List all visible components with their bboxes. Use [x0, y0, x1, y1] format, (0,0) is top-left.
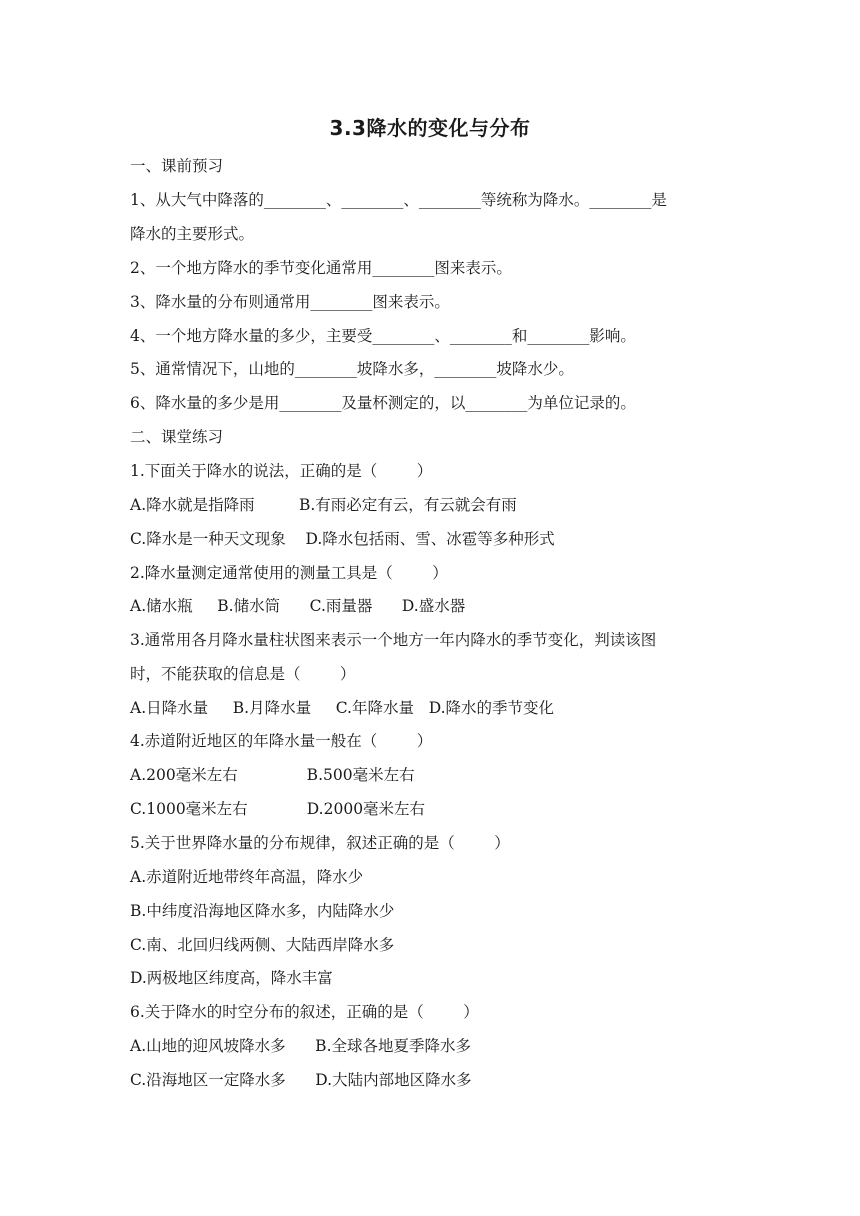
question-5-option-d: D.两极地区纬度高，降水丰富: [130, 969, 333, 987]
question-1-stem: 1.下面关于降水的说法，正确的是（ ）: [130, 462, 433, 480]
question-1-options-row-2: C.降水是一种天文现象 D.降水包括雨、雪、冰雹等多种形式: [130, 530, 555, 548]
question-4-stem: 4.赤道附近地区的年降水量一般在（ ）: [130, 732, 433, 750]
preview-item-4: 4、一个地方降水量的多少，主要受________、________和________影响。: [130, 327, 636, 345]
question-6-stem: 6.关于降水的时空分布的叙述，正确的是（ ）: [130, 1003, 479, 1021]
page-title: 3.3降水的变化与分布: [329, 116, 531, 140]
question-5-stem: 5.关于世界降水量的分布规律，叙述正确的是（ ）: [130, 834, 510, 852]
question-2-stem: 2.降水量测定通常使用的测量工具是（ ）: [130, 564, 448, 582]
question-4-options-row-2: C.1000毫米左右 D.2000毫米左右: [130, 800, 426, 818]
question-6-options-row-2: C.沿海地区一定降水多 D.大陆内部地区降水多: [130, 1071, 472, 1089]
question-4-options-row-1: A.200毫米左右 B.500毫米左右: [130, 766, 415, 784]
preview-item-1-line-2: 降水的主要形式。: [130, 225, 255, 243]
question-5-option-a: A.赤道附近地带终年高温，降水少: [130, 868, 364, 886]
preview-item-1-line-1: 1、从大气中降落的________、________、________等统称为降水。________是: [130, 191, 667, 209]
section-heading-practice: 二、课堂练习: [130, 428, 224, 446]
question-3-options-row-1: A.日降水量 B.月降水量 C.年降水量 D.降水的季节变化: [130, 699, 555, 717]
preview-item-5: 5、通常情况下，山地的________坡降水多，________坡降水少。: [130, 360, 574, 378]
preview-item-2: 2、一个地方降水的季节变化通常用________图来表示。: [130, 259, 512, 277]
question-3-stem-line-2: 时，不能获取的信息是（ ）: [130, 665, 356, 683]
question-5-option-c: C.南、北回归线两侧、大陆西岸降水多: [130, 936, 395, 954]
section-heading-preview: 一、课前预习: [130, 157, 224, 175]
question-6-options-row-1: A.山地的迎风坡降水多 B.全球各地夏季降水多: [130, 1037, 472, 1055]
question-5-option-b: B.中纬度沿海地区降水多，内陆降水少: [130, 902, 395, 920]
preview-item-3: 3、降水量的分布则通常用________图来表示。: [130, 293, 450, 311]
preview-item-6: 6、降水量的多少是用________及量杯测定的，以________为单位记录的。: [130, 394, 636, 412]
question-1-options-row-1: A.降水就是指降雨 B.有雨必定有云，有云就会有雨: [130, 496, 517, 514]
question-3-stem-line-1: 3.通常用各月降水量柱状图来表示一个地方一年内降水的季节变化，判读该图: [130, 631, 657, 649]
question-2-options-row-1: A.储水瓶 B.储水筒 C.雨量器 D.盛水器: [130, 597, 466, 615]
